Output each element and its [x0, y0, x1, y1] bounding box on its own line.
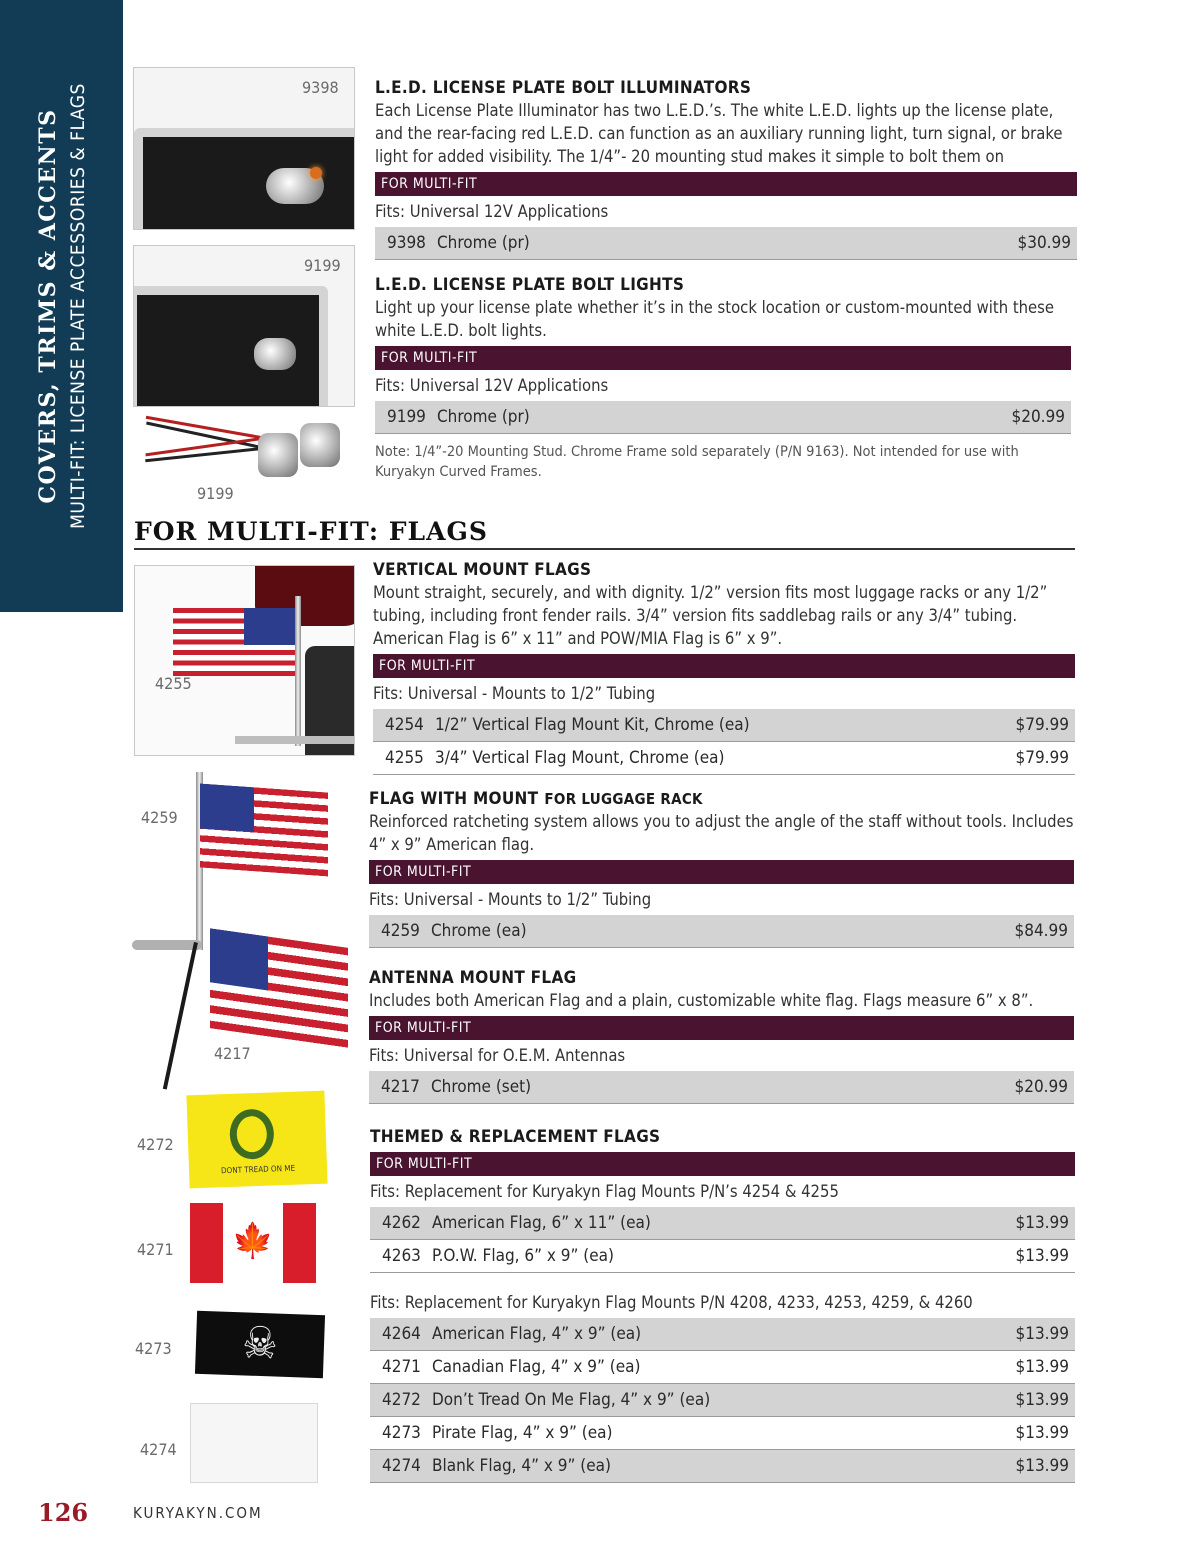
blank-flag — [190, 1403, 318, 1483]
image-label-4273: 4273 — [135, 1339, 172, 1358]
price-row — [370, 1417, 1075, 1450]
part-number: 4271 — [382, 1357, 421, 1377]
fitment-text: Fits: Universal - Mounts to 1/2” Tubing — [373, 684, 656, 703]
price-row — [370, 1207, 1075, 1240]
price-row — [375, 227, 1077, 260]
product-image-9199-bolts — [140, 405, 355, 490]
product-image-4217 — [170, 932, 355, 1087]
part-description: Chrome (pr) — [437, 407, 530, 427]
part-price: $13.99 — [1015, 1213, 1069, 1233]
website-link[interactable]: KURYAKYN.COM — [133, 1504, 263, 1522]
section-led-illuminators — [375, 77, 1077, 260]
part-number: 4263 — [382, 1246, 421, 1266]
part-price: $13.99 — [1015, 1357, 1069, 1377]
part-number: 4274 — [382, 1456, 421, 1476]
part-description: Chrome (pr) — [437, 233, 530, 253]
image-label-9398: 9398 — [302, 78, 339, 97]
image-label-4255: 4255 — [155, 674, 192, 693]
image-label-4217: 4217 — [214, 1044, 251, 1063]
fitment-text: Fits: Universal 12V Applications — [375, 202, 609, 221]
image-label-4272: 4272 — [137, 1135, 174, 1154]
part-description: American Flag, 4” x 9” (ea) — [432, 1324, 642, 1344]
section-antenna-mount-flag — [369, 967, 1074, 1104]
image-label-9199: 9199 — [304, 256, 341, 275]
part-description: Canadian Flag, 4” x 9” (ea) — [432, 1357, 641, 1377]
fitment-text: Fits: Replacement for Kuryakyn Flag Mounts P/N 4208, 4233, 4253, 4259, & 4260 — [370, 1293, 973, 1312]
red-led — [310, 167, 322, 179]
image-label-9199-bottom: 9199 — [197, 484, 234, 503]
part-number: 9199 — [387, 407, 426, 427]
product-image-9199 — [133, 245, 355, 407]
fitment-band: FOR MULTI-FIT — [375, 172, 1077, 196]
antenna — [163, 942, 198, 1090]
price-row — [369, 915, 1074, 948]
american-flag — [210, 928, 348, 1047]
part-description: Pirate Flag, 4” x 9” (ea) — [432, 1423, 613, 1443]
flag-pole — [295, 596, 301, 746]
sidebar — [0, 0, 123, 612]
rack-rail — [235, 736, 355, 744]
product-image-9398 — [133, 67, 355, 230]
section-flag-with-mount — [369, 788, 1074, 948]
price-row — [370, 1450, 1075, 1483]
part-description: P.O.W. Flag, 6” x 9” (ea) — [432, 1246, 614, 1266]
part-price: $79.99 — [1015, 748, 1069, 768]
part-description: Chrome (set) — [431, 1077, 532, 1097]
fitment-band: FOR MULTI-FIT — [373, 654, 1075, 678]
pirate-flag — [195, 1311, 325, 1378]
part-price: $30.99 — [1017, 233, 1071, 253]
maple-leaf-icon: 🍁 — [231, 1221, 275, 1261]
fitment-band: FOR MULTI-FIT — [369, 1016, 1074, 1040]
section-led-bolt-lights — [375, 274, 1071, 482]
product-note: Note: 1/4”-20 Mounting Stud. Chrome Frame sold separately (P/N 9163). Not intended for use with Kuryakyn Curved Frames. — [375, 444, 1019, 480]
price-row — [375, 401, 1071, 434]
snake-icon — [229, 1108, 275, 1160]
dont-tread-on-me-flag — [186, 1091, 327, 1189]
page-number: 126 — [38, 1498, 89, 1527]
part-price: $13.99 — [1015, 1324, 1069, 1344]
sidebar-text — [32, 26, 92, 586]
product-title: VERTICAL MOUNT FLAGS — [373, 560, 592, 580]
product-title: ANTENNA MOUNT FLAG — [369, 968, 577, 988]
product-image-4255 — [134, 565, 355, 756]
black-wire — [145, 447, 265, 463]
product-image-4259 — [128, 768, 350, 958]
product-title — [369, 788, 1074, 810]
part-price: $13.99 — [1015, 1246, 1069, 1266]
sidebar-subtitle: MULTI-FIT: LICENSE PLATE ACCESSORIES & FLAGS — [67, 83, 89, 529]
product-description: Includes both American Flag and a plain, customizable white flag. Flags measure 6” x 8”. — [369, 991, 1034, 1010]
product-description: Mount straight, securely, and with dignity. 1/2” version fits most luggage racks or any 1/2” tubing, including front fender rails. 3/4” version fits saddlebag rails or any 3/4” tubing. American Flag is 6” x 11” and POW/MIA Flag is 6” x 9”. — [373, 583, 1048, 648]
product-description: Each License Plate Illuminator has two L.E.D.’s. The white L.E.D. lights up the license plate, and the rear-facing red L.E.D. can function as an auxiliary running light, turn signal, or brake light for added visibility. The 1/4”- 20 mounting stud makes it simple to bolt them on — [375, 101, 1063, 166]
part-number: 4217 — [381, 1077, 420, 1097]
part-number: 4273 — [382, 1423, 421, 1443]
bolt-light — [258, 433, 298, 477]
product-title-sub: FOR LUGGAGE RACK — [544, 790, 703, 808]
skull-crossbones-icon: ☠ — [241, 1317, 279, 1370]
part-description: Chrome (ea) — [431, 921, 527, 941]
fitment-band: FOR MULTI-FIT — [370, 1152, 1075, 1176]
section-heading-flags: FOR MULTI-FIT: FLAGS — [134, 517, 1075, 550]
fitment-text: Fits: Universal 12V Applications — [375, 376, 609, 395]
part-price: $13.99 — [1015, 1456, 1069, 1476]
american-flag — [173, 608, 295, 676]
part-number: 4255 — [385, 748, 424, 768]
image-label-4274: 4274 — [140, 1440, 177, 1459]
section-vertical-mount-flags — [373, 559, 1075, 775]
product-title: L.E.D. LICENSE PLATE BOLT LIGHTS — [375, 275, 685, 295]
part-number: 9398 — [387, 233, 426, 253]
product-description: Reinforced ratcheting system allows you to adjust the angle of the staff without tools. Includes 4” x 9” American flag. — [369, 812, 1074, 854]
image-label-4271: 4271 — [137, 1240, 174, 1259]
product-title: THEMED & REPLACEMENT FLAGS — [370, 1127, 661, 1147]
price-row — [369, 1071, 1074, 1104]
part-price: $13.99 — [1015, 1423, 1069, 1443]
price-row — [370, 1384, 1075, 1417]
price-row — [370, 1240, 1075, 1273]
sidebar-title: COVERS, TRIMS & ACCENTS — [35, 108, 61, 504]
price-row — [373, 709, 1075, 742]
part-number: 4254 — [385, 715, 424, 735]
part-number: 4272 — [382, 1390, 421, 1410]
fitment-band: FOR MULTI-FIT — [369, 860, 1074, 884]
part-price: $20.99 — [1014, 1077, 1068, 1097]
fitment-text: Fits: Universal - Mounts to 1/2” Tubing — [369, 890, 652, 909]
flag-motto: DONT TREAD ON ME — [220, 1163, 296, 1176]
product-title-main: FLAG WITH MOUNT — [369, 789, 539, 809]
price-row — [370, 1318, 1075, 1351]
image-label-4259: 4259 — [141, 808, 178, 827]
product-title: L.E.D. LICENSE PLATE BOLT ILLUMINATORS — [375, 78, 752, 98]
bolt-light — [300, 423, 340, 467]
canadian-flag — [190, 1203, 316, 1283]
part-price: $13.99 — [1015, 1390, 1069, 1410]
american-flag — [200, 784, 328, 877]
part-description: 3/4” Vertical Flag Mount, Chrome (ea) — [435, 748, 725, 768]
part-price: $20.99 — [1011, 407, 1065, 427]
fitment-text: Fits: Universal for O.E.M. Antennas — [369, 1046, 626, 1065]
part-price: $79.99 — [1015, 715, 1069, 735]
bolt-light — [254, 338, 296, 370]
price-row — [370, 1351, 1075, 1384]
part-number: 4259 — [381, 921, 420, 941]
part-description: Don’t Tread On Me Flag, 4” x 9” (ea) — [432, 1390, 711, 1410]
price-row — [373, 742, 1075, 775]
section-themed-flags — [370, 1126, 1075, 1483]
fitment-text: Fits: Replacement for Kuryakyn Flag Mounts P/N’s 4254 & 4255 — [370, 1182, 839, 1201]
license-plate-frame — [133, 286, 328, 407]
part-description: 1/2” Vertical Flag Mount Kit, Chrome (ea) — [435, 715, 750, 735]
part-description: American Flag, 6” x 11” (ea) — [432, 1213, 651, 1233]
fitment-band: FOR MULTI-FIT — [375, 346, 1071, 370]
part-number: 4264 — [382, 1324, 421, 1344]
product-description: Light up your license plate whether it’s in the stock location or custom-mounted with these white L.E.D. bolt lights. — [375, 298, 1055, 340]
part-number: 4262 — [382, 1213, 421, 1233]
part-price: $84.99 — [1014, 921, 1068, 941]
part-description: Blank Flag, 4” x 9” (ea) — [432, 1456, 611, 1476]
